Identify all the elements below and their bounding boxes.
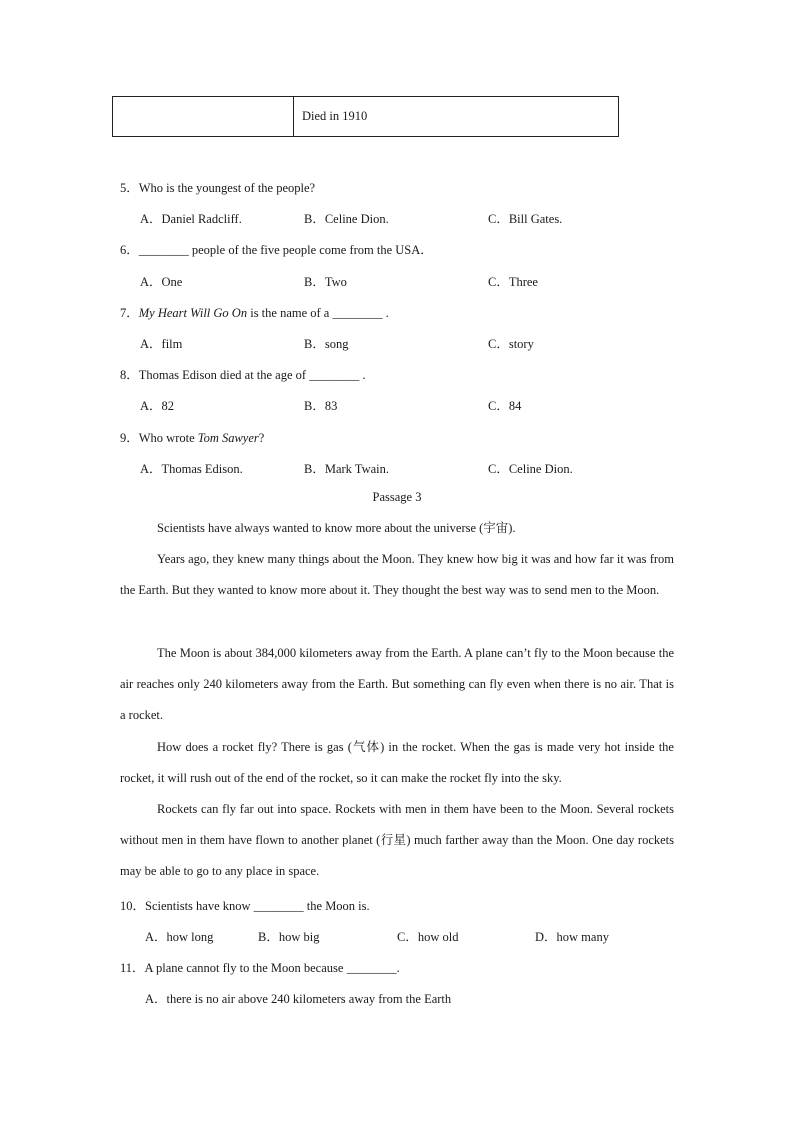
question-8-option-a: A．82 <box>140 399 175 413</box>
question-6-option-b: B．Two <box>304 275 347 289</box>
question-10-stem: 10．Scientists have know ________ the Moon is. <box>120 899 370 913</box>
table-cell-left <box>113 97 294 136</box>
question-9-option-c: C．Celine Dion. <box>488 462 573 476</box>
question-7-rest: is the name of a ________ . <box>247 306 389 320</box>
question-7-option-a: A．film <box>140 337 183 351</box>
passage-title: Passage 3 <box>372 490 422 504</box>
passage-paragraph-5: Rockets can fly far out into space. Rockets with men in them have been to the Moon. Several rockets without men in them have flown to another planet (行星) much farther away than the Moon. One day rockets may be able to go to any place in space. <box>120 802 674 879</box>
question-9-book-title: Tom Sawyer <box>197 431 259 445</box>
passage-paragraph-2: Years ago, they knew many things about the Moon. They knew how big it was and how far it was from the Earth. But they wanted to know more about it. They thought the best way was to send men to the Moon. <box>120 552 674 598</box>
question-6-option-a: A．One <box>140 275 183 289</box>
question-8-stem: 8．Thomas Edison died at the age of ________ . <box>120 368 366 382</box>
question-9-stem <box>120 428 264 446</box>
question-11-option-a: A．there is no air above 240 kilometers away from the Earth <box>145 992 452 1006</box>
question-10-option-a: A．how long <box>145 930 214 944</box>
question-5-option-c: C．Bill Gates. <box>488 212 563 226</box>
question-10-option-d: D．how many <box>535 930 609 944</box>
question-10-option-c: C．how old <box>397 930 459 944</box>
question-7-stem <box>120 303 389 321</box>
passage-paragraph-4: How does a rocket fly? There is gas (气体) in the rocket. When the gas is made very hot inside the rocket, it will rush out of the end of the rocket, so it can make the rocket fly into the sky. <box>120 740 674 786</box>
question-8-option-b: B．83 <box>304 399 338 413</box>
question-9-option-a: A．Thomas Edison. <box>140 462 243 476</box>
question-6-option-c: C．Three <box>488 275 538 289</box>
question-5-stem: 5．Who is the youngest of the people? <box>120 181 316 195</box>
question-5-option-b: B．Celine Dion. <box>304 212 389 226</box>
question-7-option-b: B．song <box>304 337 349 351</box>
question-11-stem: 11．A plane cannot fly to the Moon because ________. <box>120 961 400 975</box>
question-6-stem: 6．________ people of the five people come from the USA． <box>120 243 433 257</box>
question-7-song-title: My Heart Will Go On <box>138 306 248 320</box>
question-9-number: 9．Who wrote <box>120 431 198 445</box>
passage-paragraph-3: The Moon is about 384,000 kilometers away from the Earth. A plane can’t fly to the Moon because the air reaches only 240 kilometers away from the Earth. But something can fly even when there is no air. That is a rocket. <box>120 646 674 723</box>
question-7-number: 7． <box>120 306 139 320</box>
question-7-option-c: C．story <box>488 337 534 351</box>
question-5-option-a: A．Daniel Radcliff. <box>140 212 242 226</box>
question-8-option-c: C．84 <box>488 399 522 413</box>
passage-paragraph-1: Scientists have always wanted to know more about the universe (宇宙). <box>157 521 516 535</box>
question-9-rest: ? <box>258 431 265 445</box>
info-table-row <box>112 96 619 137</box>
table-cell-text: Died in 1910 <box>302 109 368 123</box>
question-10-option-b: B．how big <box>258 930 320 944</box>
table-cell-right <box>294 97 618 136</box>
question-9-option-b: B．Mark Twain. <box>304 462 389 476</box>
